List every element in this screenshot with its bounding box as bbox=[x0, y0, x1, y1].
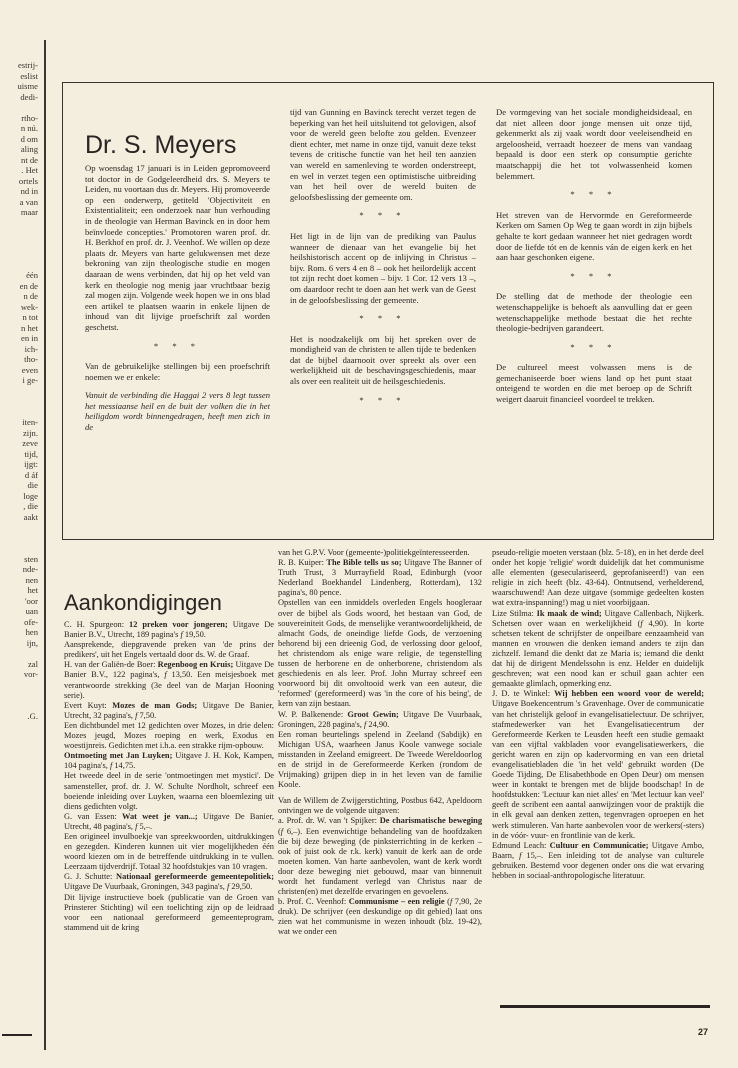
strip-line: uisme bbox=[17, 81, 38, 91]
announcement-paragraph: H. van der Galiën-de Boer: Regenboog en Kruis; Uitgave De Banier B.V., 122 pagina's, f 13,50. Een meisjesboek met verantwoorde strekking (3e deel van de Marjan Hooning serie). bbox=[64, 660, 274, 700]
strip-line: a van bbox=[19, 196, 38, 207]
strip-line: tijd, bbox=[24, 448, 38, 459]
separator-stars: * * * bbox=[570, 270, 618, 281]
strip-line: nen bbox=[25, 574, 38, 585]
column-divider bbox=[44, 40, 46, 1050]
announcement-paragraph: a. Prof. dr. W. van 't Spijker: De charismatische beweging (f 6,–). Een evenwichtige behandeling van de hoofdzaken die bij deze beweging (de pinksterrichting in de kerken – ook of juist ook de r.k. kerk) vanuit de kerk aan de orde moeten komen. Van harte aanbevolen, want de kerk wordt door deze beweging niet gebouwd, maar van binnenuit wordt het fundament verlegd van Christus naar de christen(en) met dezelfde ervaringen en gevoelens. bbox=[278, 816, 483, 897]
strip-line: aakt bbox=[23, 511, 38, 522]
strip-line: n het bbox=[21, 322, 38, 333]
strip-line: loge bbox=[23, 490, 38, 501]
strip-line: en in bbox=[21, 333, 38, 343]
separator-stars: * * * bbox=[359, 210, 407, 221]
strip-line bbox=[0, 533, 40, 544]
strip-line: vor- bbox=[23, 669, 38, 679]
stelling-1-start: Vanuit de verbinding die Haggai 2 vers 8 legt tussen het messiaanse heil en de buit der volken die in het heiligdom wordt binnengedragen, heeft men zich in de bbox=[85, 390, 270, 433]
strip-line: i ge- bbox=[22, 375, 38, 385]
strip-line: . Het bbox=[21, 165, 38, 175]
announcement-paragraph: Evert Kuyt: Mozes de man Gods; Uitgave De Banier, Utrecht, 32 pagina's, f 7,50. bbox=[64, 700, 275, 720]
strip-line: maar bbox=[20, 207, 38, 217]
strip-line: ijn, bbox=[26, 637, 38, 648]
meyers-col-1 bbox=[85, 131, 270, 441]
strip-line: iten- bbox=[22, 417, 38, 427]
strip-line: hen bbox=[25, 627, 38, 637]
separator-stars: * * * bbox=[570, 189, 618, 200]
strip-line: één bbox=[26, 270, 38, 280]
announcement-paragraph: R. B. Kuiper: The Bible tells us so; Uitgave The Banner of Truth Trust, 3 Murrayfield Road, Edinburgh (voor Nederland Boekhandel Lindenberg, Rotterdam), 132 pagina's, 80 pence. bbox=[278, 558, 482, 598]
stelling-1-end: tijd van Gunning en Bavinck terecht verzet tegen de beperking van het heil uitsluitend tot gelovigen, alsof voor de wereld geen belofte zou gelden. Evenzeer dient echter, met name in onze tijd, vanuit deze tekst tevens de critische functie van het heil ten aanzien van wereld en samenleving te worden onderstreept, en wel in verzet tegen een optimistische uitbreiding van het heil over de wereld buiten de geloofsbeslissing der gemeente om. bbox=[290, 107, 476, 202]
strip-line bbox=[0, 701, 40, 712]
page-number: 27 bbox=[697, 1027, 708, 1037]
announcement-paragraph: C. H. Spurgeon: 12 preken voor jongeren; Uitgave De Banier B.V., Utrecht, 189 pagina's f 19,50. bbox=[64, 620, 274, 640]
strip-line: en de bbox=[19, 280, 38, 291]
strip-line bbox=[0, 218, 40, 229]
announcement-paragraph: Een dichtbundel met 12 gedichten over Mozes, in drie delen: Mozes jeugd, Mozes roeping en werk, Exodus en woestijnreis. Gedichten met i.h.a. een strakke rijm-opbouw. bbox=[64, 720, 274, 751]
strip-line bbox=[0, 680, 40, 691]
meyers-col-2 bbox=[290, 107, 476, 415]
announcement-paragraph: W. P. Balkenende: Groot Gewin; Uitgave De Vuurbaak, Groningen, 228 pagina's, f 24,90. bbox=[278, 709, 482, 729]
announcement-paragraph: J. D. te Winkel: Wij hebben een woord voor de wereld; Uitgave Boekencentrum 's Gravenhage. Over de communicatie van het christelijk geloof in evangelisatielectuur. De schrijver, stafmedewerker van het Evangelisatiecentrum der Gereformeerde Kerken te Leusden heeft een studie gemaakt van een vijftal vakbladen voor evangelisatiewerkers, die gericht waren en zijn op kadervorming en van een drietal evangelisatiebladen die 'in het veld' gebruikt worden (De Goede Tijding, De Elisabethbode en Open Deur) om mensen weer in kontakt te brengen met de blijde boodschap! In de hoofdstukken: 'Lectuur kan niet alles' en 'Met lectuur kan veel' geeft de scribent een aantal aanwijzingen voor de praktijk die in elk geval aan denken zetten, tegenvragen oproepen en het werk stimuleren. Van harte aanbevolen voor de werkers(-sters) in de vóór- vuur- en frontlinie van de kerk. bbox=[492, 689, 704, 840]
strip-line: d om bbox=[20, 133, 38, 144]
announcement-paragraph: G. J. Schutte: Nationaal gereformeerde gemeentepolitiek; Uitgave De Vuurbaak, Groningen, 343 pagina's, f 29,50. bbox=[64, 872, 274, 892]
meyers-stellingen-intro: Van de gebruikelijke stellingen bij een proefschrift noemen we er enkele: bbox=[85, 361, 270, 382]
announcement-paragraph: b. Prof. C. Veenhof: Communisme – een religie (f 7,90, 2e druk). De schrijver (een deskundige op dit gebied) laat ons zien wat het communisme in wezen inhoudt (blz. 19-42), wat we onder een bbox=[278, 897, 483, 937]
stelling-2: Het ligt in de lijn van de prediking van Paulus wanneer de dienaar van het evangelie bij het heilshistorisch accent op de inlijving in Christus – bijv. Rom. 6 vers 4 en 8 – ook het heilordelijk accent tot zijn recht doet komen – bijv. 1 Cor. 12 vers 13 –, om daardoor recht te doen aan het werk van de Geest in de geloofsbeslissing der gemeente. bbox=[290, 230, 476, 305]
strip-line: even bbox=[21, 364, 38, 375]
separator-stars: * * * bbox=[570, 341, 618, 352]
strip-line bbox=[0, 249, 40, 260]
strip-line: rtho- bbox=[21, 112, 38, 123]
footer-mark bbox=[2, 1034, 32, 1036]
strip-line: tho- bbox=[24, 354, 38, 364]
strip-line: , die bbox=[23, 501, 38, 511]
strip-line bbox=[0, 690, 40, 701]
strip-line: uan bbox=[25, 606, 38, 616]
strip-line: nd in bbox=[20, 186, 38, 196]
strip-line: d áf bbox=[24, 469, 38, 480]
strip-line bbox=[0, 522, 40, 533]
announcement-paragraph: Lize Stilma: Ik maak de wind; Uitgave Callenbach, Nijkerk. Schetsen over waan en werkelijkheid (f 4,90). In korte schetsen tekent de schrijfster de onpeilbare eenzaamheid van mannen en vrouwen die denken iemand anders te zijn dan zichzelf. Iemand die denkt dat ze Maria is; iemand die denkt dat hij de dirigent Mendelssohn is enz. Helder en duidelijk geschreven; wat een nood kan er schuil gaan achter een gemaakte glimlach, opmerking enz. bbox=[492, 608, 705, 689]
strip-line: sten bbox=[24, 553, 38, 564]
stelling-3: Het is noodzakelijk om bij het spreken over de mondigheid van de christen te allen tijde te bedenken dat de bijbel daarnooit over spreekt als over een werkelijkheid uit de beschavingsgeschiedenis, maar als over een realiteit uit de heilsgeschiedenis. bbox=[290, 333, 476, 387]
strip-line: aling bbox=[20, 144, 38, 154]
strip-line: wek- bbox=[20, 301, 38, 312]
announcements-col-1 bbox=[64, 590, 274, 933]
strip-line: estrij- bbox=[17, 60, 38, 70]
strip-line bbox=[0, 407, 40, 418]
announcement-paragraph: van het G.P.V. Voor (gemeente-)politiekgeïnteresseerden. bbox=[278, 548, 470, 557]
strip-line bbox=[0, 102, 40, 113]
strip-line: eslist bbox=[20, 70, 38, 81]
separator-stars: * * * bbox=[359, 394, 407, 405]
strip-line: ich- bbox=[24, 343, 38, 354]
announcement-paragraph: Edmund Leach: Cultuur en Communicatie; Uitgave Ambo, Baarn, f 15,–. Een inleiding tot de analyse van culturele gebruiken. Bestemd voor degenen onder ons die wat ervaring hebben in sociaal-anthropologische literatuur. bbox=[492, 840, 705, 880]
strip-line: zijn. bbox=[22, 427, 38, 438]
strip-line bbox=[0, 543, 40, 554]
meyers-col-3 bbox=[496, 107, 692, 413]
strip-line bbox=[0, 239, 40, 250]
meyers-article-box bbox=[62, 82, 714, 540]
strip-line: zal bbox=[27, 658, 38, 669]
stelling-7: De cultureel meest volwassen mens is de gemechaniseerde boer wiens land op het punt staat onteigend te worden en die met beroep op de Schrift weigert daaruit financieel voordeel te trekken. bbox=[496, 362, 692, 405]
strip-line: ortels bbox=[18, 175, 38, 186]
strip-line: die bbox=[27, 480, 38, 490]
announcement-paragraph: Aansprekende, diepgravende preken van 'de prins der predikers', uit het Engels vertaald door ds. W. de Graaf. bbox=[64, 640, 274, 660]
strip-line bbox=[0, 260, 40, 271]
separator-stars: * * * bbox=[359, 313, 407, 324]
strip-line: .G. bbox=[27, 711, 38, 721]
strip-line: ijgt: bbox=[24, 459, 38, 469]
announcement-paragraph: Van de Willem de Zwijgerstichting, Postbus 642, Apeldoorn ontvingen we de volgende uitgaven: bbox=[278, 796, 482, 816]
footer-rule bbox=[500, 1005, 710, 1008]
announcements-title: Aankondigingen bbox=[64, 590, 222, 615]
announcement-paragraph: Dit lijvige instructieve boek (publicatie van de Groen van Prinsterer Stichting) wil een toelichting zijn op de leidraad voor een nationaal gereformeerd gemeenteprogram, stammend uit de kring bbox=[64, 892, 274, 932]
stelling-6: De stelling dat de methode der theologie een wetenschappelijke is behoeft als aanvulling dat er geen wetenschappelijke methode bestaat die het rechte theologie-bedrijven garandeert. bbox=[496, 291, 692, 334]
announcements-col-3 bbox=[492, 548, 704, 881]
strip-line: zeve bbox=[22, 438, 38, 448]
announcements-col-2 bbox=[278, 548, 482, 938]
strip-line: het bbox=[27, 585, 38, 595]
announcement-paragraph: Het tweede deel in de serie 'ontmoetingen met mystici'. De samensteller, prof. dr. J. W. Schulte Nordholt, schreef een boeiende inleiding over Luyken, waarna een bloemlezing uit diens gedichten volgt. bbox=[64, 771, 274, 811]
strip-line: 'oor bbox=[24, 595, 38, 606]
meyers-intro: Op woensdag 17 januari is in Leiden gepromoveerd tot doctor in de Godgeleerdheid drs. S. Meyers te Leiden, nu voortaan dus dr. Meyers. Hij promoveerde op een onderwerp, getiteld 'Objectiviteit en Existentialiteit; een onderzoek naar hun verhouding in de theologie van Herman Bavinck en in door hem beïnvloede concepties.' Promotoren waren prof. dr. H. Berkhof en prof. dr. J. Veenhof. We willen op deze plaats dr. Meyers van harte gelukwensen met deze bekroning van zijn theologische studie en mogen daaraan de wens verbinden, dat hij op het veld van kerk en theologie nog menig jaar vruchtbaar bezig zal mogen zijn. Volgende week hopen we in ons blad een artikel te plaatsen waarin in enkele lijnen de inhoud van dit lijvige proefschrift zal worden geschetst. bbox=[85, 163, 270, 332]
announcement-paragraph: G. van Essen: Wat weet je van...; Uitgave De Banier, Utrecht, 48 pagina's, f 5,–. bbox=[64, 811, 274, 831]
strip-line: ofe- bbox=[24, 616, 38, 627]
strip-line: nde- bbox=[22, 564, 38, 574]
meyers-title: Dr. S. Meyers bbox=[85, 131, 237, 159]
announcement-paragraph: Ontmoeting met Jan Luyken; Uitgave J. H. Kok, Kampen, 104 pagina's, f 14,75. bbox=[64, 751, 274, 771]
strip-line bbox=[0, 386, 40, 397]
announcement-paragraph: Een origineel invulboekje van spreekwoorden, uitdrukkingen en gezegden. Kinderen kunnen uit vier mogelijkheden één woord kiezen om in de betreffende uitdrukking in te vullen. Leerzaam tijdverdrijf. Totaal 32 hoofdstukjes van 10 vragen. bbox=[64, 831, 274, 872]
strip-line: n tot bbox=[22, 312, 38, 322]
announcement-paragraph: pseudo-religie moeten verstaan (blz. 5-18), en in het derde deel onder het kopje 'religie' wordt duidelijk dat het communisme alle elementen (geseculariseerd, geprofaniseerd!) van een religie in zich heeft (blz. 43-64). Ontnutsend, verhelderend, waarschuwend! Aan deze uitgave (sommige gedeelten kosten wat extra-inspanning!) mag u niet voorbijgaan. bbox=[492, 548, 704, 608]
strip-line bbox=[0, 396, 40, 407]
strip-line: n de bbox=[23, 291, 38, 301]
strip-line: n nú. bbox=[20, 123, 38, 133]
stelling-4: De vormgeving van het sociale mondigheidsideaal, en dat niet alleen door jonge mensen uit onze tijd, gekenmerkt als zij vaak wordt door veeleisendheid en argeloosheid, verraadt hoezeer de mens van vandaag bepaald is door een sterk op consumptie gerichte maatschappij die het tot volwassenheid komen belemmert. bbox=[496, 107, 692, 181]
adjacent-page-strip bbox=[0, 60, 40, 1000]
strip-line bbox=[0, 648, 40, 659]
strip-line bbox=[0, 228, 40, 239]
announcement-paragraph: Opstellen van een inmiddels overleden Engels hoogleraar over de bijbel als Gods woord, het bestaan van God, de souvereiniteit Gods, de menselijke verantwoordelijkheid, de almacht Gods, de oneindige liefde Gods, de verzoening behorend bij een drieenig God, de verlossing door geloof, het christendom als enige ware religie, de tegenstelling tussen de herborene en de onherborene, christendom als geschiedenis en als leer. Prof. John Murray schreef een voorwoord bij dit onvoltooid werk van een auteur, die 'reformed' (gereformeerd) was 'in the core of his being', de kern van zijn bestaan. bbox=[278, 598, 482, 709]
strip-line: dedi- bbox=[20, 91, 38, 102]
strip-line: nt de bbox=[21, 154, 38, 165]
separator-stars: * * * bbox=[153, 340, 202, 351]
announcement-paragraph: Een roman beurtelings spelend in Zeeland (Sabdijk) en Michigan USA, waarheen Janus Koole vanwege sociale misstanden in Zeeland emigreert. De Tweede Wereldoorlog en de strijd in de Gereformeerde Kerken (rondom de Vrijmaking) grijpen diep in in het leven van de familie Koole. bbox=[278, 729, 482, 790]
stelling-5: Het streven van de Hervormde en Gereformeerde Kerken om Samen Op Weg te gaan wordt in zijn bijbels gehalte te kort gedaan wanneer het niet gedragen wordt door de liefde tót en de kennis ván de eigen kerk en het aan haar geschonken eigene. bbox=[496, 209, 692, 263]
